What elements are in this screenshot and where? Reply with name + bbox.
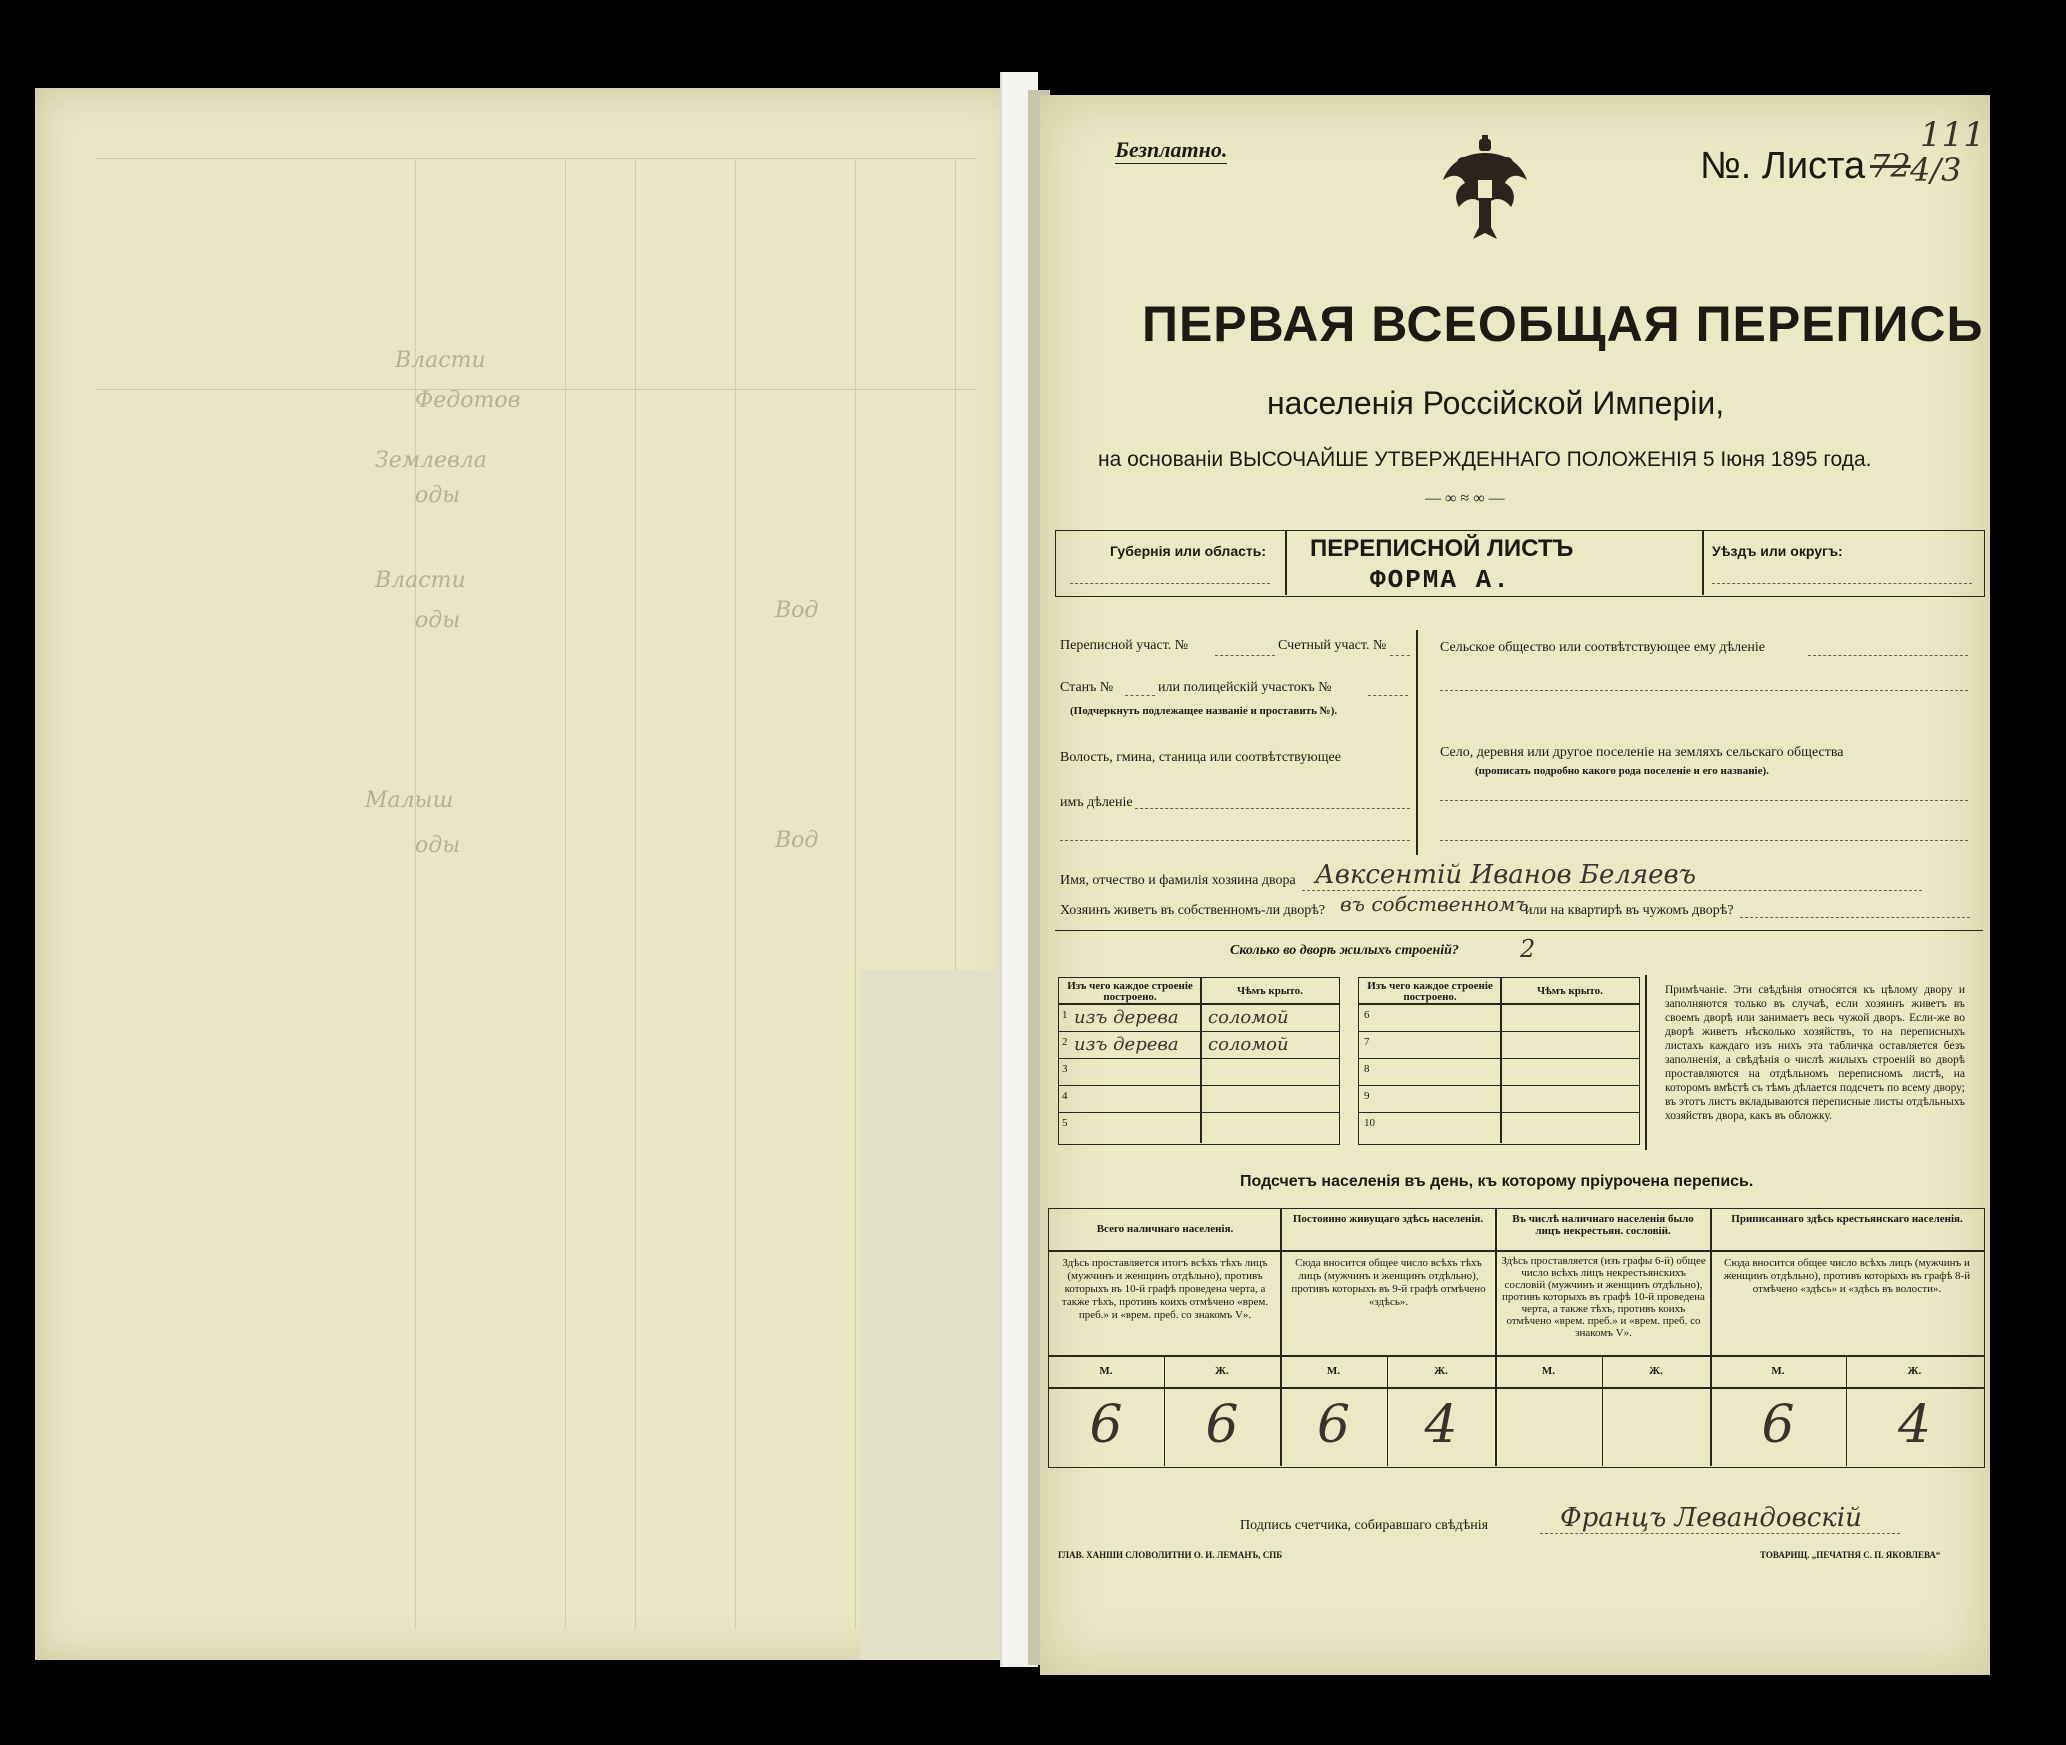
left-handwriting: Малыш	[365, 788, 454, 813]
signature-label: Подпись счетчика, собиравшаго свѣдѣнія	[1240, 1518, 1489, 1533]
stan-field[interactable]	[1125, 695, 1155, 696]
left-handwriting: Землевла	[375, 448, 487, 473]
census-district-label: Переписной участ. №	[1060, 638, 1189, 653]
left-page-ghost-table	[95, 158, 975, 390]
sheet-number-top: 111	[1920, 115, 1985, 155]
row-number: 10	[1364, 1117, 1375, 1129]
census-form-page	[1040, 95, 1990, 1675]
f-label: Ж.	[1649, 1365, 1663, 1377]
f-label: Ж.	[1907, 1365, 1922, 1377]
buildings-count: 2	[1520, 935, 1536, 963]
counting-district-label: Счетный участ. №	[1278, 638, 1387, 653]
row-number: 9	[1364, 1090, 1370, 1102]
form-title: ПЕРЕПИСНОЙ ЛИСТЪ	[1310, 535, 1574, 562]
left-handwriting: оды	[415, 608, 461, 633]
buildings-question: Сколько во дворѣ жилыхъ строеній?	[1230, 943, 1459, 958]
count-mf-rule	[1048, 1387, 1985, 1389]
rented-field[interactable]	[1740, 917, 1970, 918]
count-desc: Сюда вносится общее число всѣхъ тѣхъ лицъ (мужчинъ и женщинъ отдѣльно), противъ которыхъ въ 9-й графѣ отмѣчено «здѣсь».	[1291, 1257, 1486, 1308]
volost-field[interactable]	[1135, 808, 1410, 809]
count-desc: Здѣсь проставляется (изъ графы 6-й) общее число всѣхъ лицъ некрестьянскихъ сословій (мужчинъ и женщинъ отдѣльно), противъ которыхъ въ графѣ 10-й проведена черта, а также тѣхъ, противъ коихъ отмѣчено «врем. преб.» и «врем. преб. со знакомъ V».	[1501, 1255, 1706, 1339]
double-headed-eagle-icon	[1435, 135, 1535, 245]
count-desc: Сюда вносится общее число всѣхъ лицъ (мужчинъ и женщинъ отдѣльно), противъ которыхъ въ графѣ 8-й отмѣчено «здѣсь» и «здѣсь въ волости».	[1723, 1257, 1971, 1295]
count-value: 6	[1205, 1395, 1239, 1455]
table-header-rule	[1358, 1003, 1640, 1005]
census-district-field[interactable]	[1215, 655, 1275, 656]
village-field[interactable]	[1440, 800, 1968, 801]
building-roof: соломой	[1208, 1034, 1289, 1055]
counting-district-field[interactable]	[1390, 655, 1410, 656]
gubernia-label: Губернія или область:	[1110, 543, 1267, 559]
row-number: 6	[1364, 1009, 1370, 1021]
f-label: Ж.	[1434, 1365, 1448, 1377]
count-header-peasant: Приписаннаго здѣсь крестьянскаго населенія.	[1731, 1213, 1963, 1225]
gubernia-field[interactable]	[1070, 583, 1270, 584]
row-number: 1	[1062, 1009, 1068, 1021]
form-header-divider	[1702, 530, 1704, 595]
row-number: 2	[1062, 1036, 1068, 1048]
village-field-2[interactable]	[1440, 840, 1968, 841]
count-desc: Здѣсь проставляется итогъ всѣхъ тѣхъ лицъ (мужчинъ и женщинъ отдѣльно), противъ которыхъ въ 10-й графѣ проведена черта, а также тѣхъ, противъ коихъ отмѣчено «врем. преб.» и «врем. преб. со знакомъ V».	[1061, 1257, 1269, 1321]
row-number: 7	[1364, 1036, 1370, 1048]
count-header-total: Всего наличнаго населенія.	[1096, 1223, 1234, 1235]
sheet-number-crossed: 72	[1870, 147, 1911, 185]
uezd-field[interactable]	[1712, 583, 1972, 584]
owner-field[interactable]	[1302, 890, 1922, 891]
sheet-label: №. Листа	[1700, 145, 1866, 187]
m-label: М.	[1099, 1365, 1113, 1377]
count-header-rule	[1048, 1250, 1985, 1252]
rural-society-label: Сельское общество или соотвѣтствующее ему дѣленіе	[1440, 640, 1765, 655]
own-yard-value: въ собственномъ	[1340, 892, 1529, 916]
left-handwriting: Вод	[775, 598, 819, 623]
form-letter: ФОРМА А.	[1370, 565, 1511, 595]
left-handwriting: Власти	[395, 348, 486, 373]
col-roof-header: Чѣмъ крыто.	[1537, 985, 1603, 997]
row-number: 3	[1062, 1063, 1068, 1075]
table-divider	[1200, 977, 1202, 1143]
count-value: 4	[1897, 1395, 1932, 1455]
main-title: ПЕРВАЯ ВСЕОБЩАЯ ПЕРЕПИСЬ	[1142, 296, 1984, 352]
volost-label-2: имъ дѣленіе	[1060, 795, 1133, 810]
left-page-patch	[860, 970, 1020, 1660]
subtitle: населенія Россійской Имперіи,	[1267, 385, 1725, 421]
village-note: (прописать подробно какого рода поселеніе и его названіе).	[1475, 765, 1769, 777]
count-title: Подсчетъ населенія въ день, къ которому пріурочена перепись.	[1240, 1173, 1754, 1190]
left-handwriting: Власти	[375, 568, 466, 593]
rented-label: или на квартирѣ въ чужомъ дворѣ?	[1525, 903, 1734, 918]
left-handwriting: оды	[415, 833, 461, 858]
volost-label: Волость, гмина, станица или соотвѣтствующее	[1060, 750, 1341, 765]
col-roof-header: Чѣмъ крыто.	[1237, 985, 1303, 997]
footer-right: ТОВАРИЩ. „ПЕЧАТНЯ С. П. ЯКОВЛЕВА“	[1760, 1550, 1941, 1560]
owner-label: Имя, отчество и фамилія хозяина двора	[1060, 873, 1296, 888]
count-value: 6	[1316, 1395, 1351, 1455]
table-divider	[1500, 977, 1502, 1143]
row-number: 4	[1062, 1090, 1068, 1102]
volost-field-2[interactable]	[1060, 840, 1410, 841]
col-material-header: Изъ чего каждое строеніе построено.	[1067, 980, 1193, 1003]
signature-field[interactable]	[1540, 1533, 1900, 1534]
table-header-rule	[1058, 1003, 1340, 1005]
village-label: Село, деревня или другое поселеніе на земляхъ сельскаго общества	[1440, 745, 1844, 760]
own-yard-label: Хозяинъ живетъ въ собственномъ-ли дворѣ?	[1060, 903, 1326, 918]
count-col-divider	[1495, 1208, 1497, 1466]
fields-divider	[1416, 630, 1418, 855]
basis-line: на основаніи ВЫСОЧАЙШЕ УТВЕРЖДЕННАГО ПОЛОЖЕНІЯ 5 Іюня 1895 года.	[1098, 448, 1872, 471]
stan-label: Станъ №	[1060, 680, 1114, 695]
footer-left: ГЛАВ. ХАНШИ СЛОВОЛИТНИ О. И. ЛЕМАНЪ, СПБ	[1058, 1550, 1283, 1560]
count-value: 6	[1089, 1395, 1123, 1455]
underline-note: (Подчеркнуть подлежащее названіе и проставить №).	[1070, 705, 1338, 717]
building-material: изъ дерева	[1074, 1007, 1179, 1028]
note-divider	[1645, 975, 1647, 1150]
rural-society-field[interactable]	[1808, 655, 1968, 656]
buildings-note: Примѣчаніе. Эти свѣдѣнія относятся къ цѣлому двору и заполняются только въ случаѣ, если хозяинъ живетъ въ своемъ дворѣ или занимаетъ весь чужой дворъ. Если-же во дворѣ живетъ нѣсколько хозяйствъ, то на переписныхъ листахъ каждаго изъ нихъ эта табличка оставляется безъ заполненія, а свѣдѣнія о числѣ жилыхъ строеній во дворѣ проставляются на отдѣльномъ переписномъ листѣ, на которомъ вмѣстѣ съ тѣмъ дѣлается подсчетъ по всему двору; въ этотъ листъ вкладываются переписные листы отдѣльныхъ хозяйствъ двора, какъ въ обложку.	[1665, 984, 1965, 1122]
left-handwriting: Вод	[775, 828, 819, 853]
sheet-number-hand: 4/3	[1910, 151, 1962, 189]
m-label: М.	[1326, 1365, 1341, 1377]
m-label: М.	[1771, 1365, 1785, 1377]
uezd-label: Уѣздъ или округъ:	[1712, 543, 1843, 559]
police-label: или полицейскій участокъ №	[1158, 680, 1332, 695]
ornament-divider: — ∞ ≈ ∞ —	[1425, 490, 1505, 507]
owner-value: Авксентій Иванов Беляевъ	[1315, 860, 1696, 890]
row-number: 5	[1062, 1117, 1068, 1129]
building-roof: соломой	[1208, 1007, 1289, 1028]
count-header-non-peasant: Въ числѣ наличнаго населенія было лицъ некрестьян. сословій.	[1512, 1213, 1694, 1237]
f-label: Ж.	[1215, 1365, 1229, 1377]
count-value: 6	[1761, 1395, 1795, 1455]
building-material: изъ дерева	[1074, 1034, 1179, 1055]
free-label: Безплатно.	[1115, 137, 1228, 162]
count-value: 4	[1424, 1395, 1458, 1455]
left-handwriting: оды	[415, 483, 461, 508]
count-desc-rule	[1048, 1355, 1985, 1357]
form-header-divider	[1285, 530, 1287, 595]
count-header-permanent: Постоянно живущаго здѣсь населенія.	[1292, 1213, 1484, 1225]
row-number: 8	[1364, 1063, 1370, 1075]
m-label: М.	[1541, 1365, 1556, 1377]
left-handwriting: Федотов	[415, 388, 521, 413]
col-material-header: Изъ чего каждое строеніе построено.	[1367, 980, 1493, 1003]
rural-society-field-2[interactable]	[1440, 690, 1968, 691]
signature-value: Францъ Левандовскій	[1560, 1503, 1862, 1533]
police-field[interactable]	[1368, 695, 1408, 696]
